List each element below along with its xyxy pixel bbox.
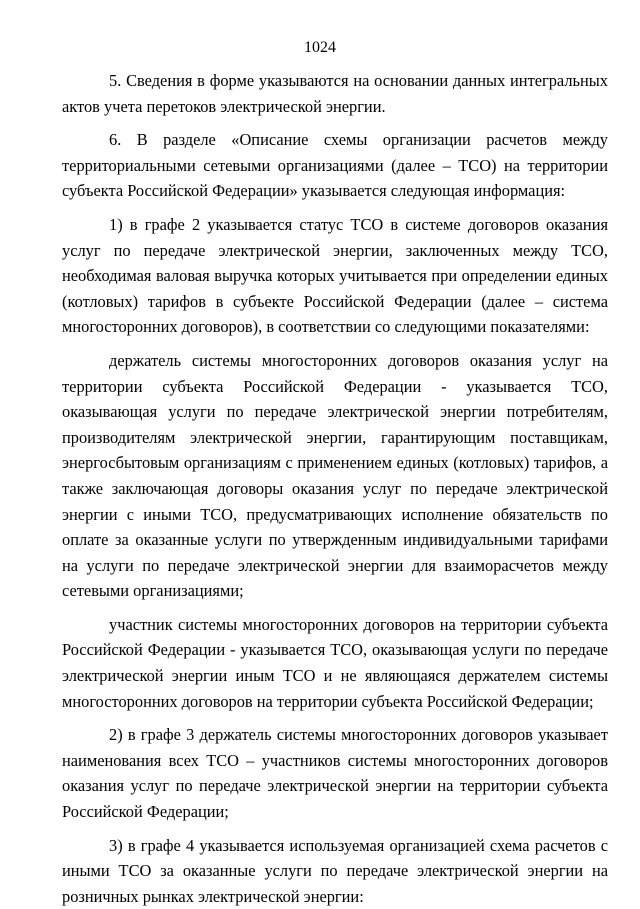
document-body bbox=[62, 68, 608, 909]
paragraph-item-5: 5. Сведения в форме указываются на основании данных интегральных актов учета перетоков электрической энергии. bbox=[62, 71, 608, 116]
paragraph-subitem-2: 2) в графе 3 держатель системы многосторонних договоров указывает наименования всех ТСО – участников системы многосторонних договоров оказания услуг по передаче электрической энергии на территории субъекта Российской Федерации; bbox=[62, 725, 608, 822]
paragraph-item-6: 6. В разделе «Описание схемы организации расчетов между территориальными сетевыми организациями (далее – ТСО) на территории субъекта Российской Федерации» указывается следующая информация: bbox=[62, 130, 608, 201]
page-number: 1024 bbox=[304, 39, 336, 56]
paragraph-subitem-3: 3) в графе 4 указывается используемая организацией схема расчетов с иными ТСО за оказанные услуги по передаче электрической энергии на розничных рынках электрической энергии: bbox=[62, 835, 608, 906]
paragraph-holder-definition: держатель системы многосторонних договоров оказания услуг на территории субъекта Российской Федерации - указывается ТСО, оказывающая услуги по передаче электрической энергии потребителям, производителям электрической энергии, гарантирующим поставщикам, энергосбытовым организациям с применением единых (котловых) тарифов, а также заключающая договоры оказания услуг по передаче электрической энергии с иными ТСО, предусматривающих исполнение обязательств по оплате за оказанные услуги по утвержденным индивидуальными тарифами на услуги по передаче электрической энергии для взаиморасчетов между сетевыми организациями; bbox=[62, 350, 608, 601]
paragraph-participant-definition: участник системы многосторонних договоров на территории субъекта Российской Федерации - указывается ТСО, оказывающая услуги по передаче электрической энергии иным ТСО и не являющаяся держателем системы многосторонних договоров на территории субъекта Российской Федерации; bbox=[62, 614, 608, 711]
paragraph-subitem-1: 1) в графе 2 указывается статус ТСО в системе договоров оказания услуг по передаче электрической энергии, заключенных между ТСО, необходимая валовая выручка которых учитывается при определении единых (котловых) тарифов в субъекте Российской Федерации (далее – система многосторонних договоров), в соответствии со следующими показателями: bbox=[62, 214, 608, 337]
